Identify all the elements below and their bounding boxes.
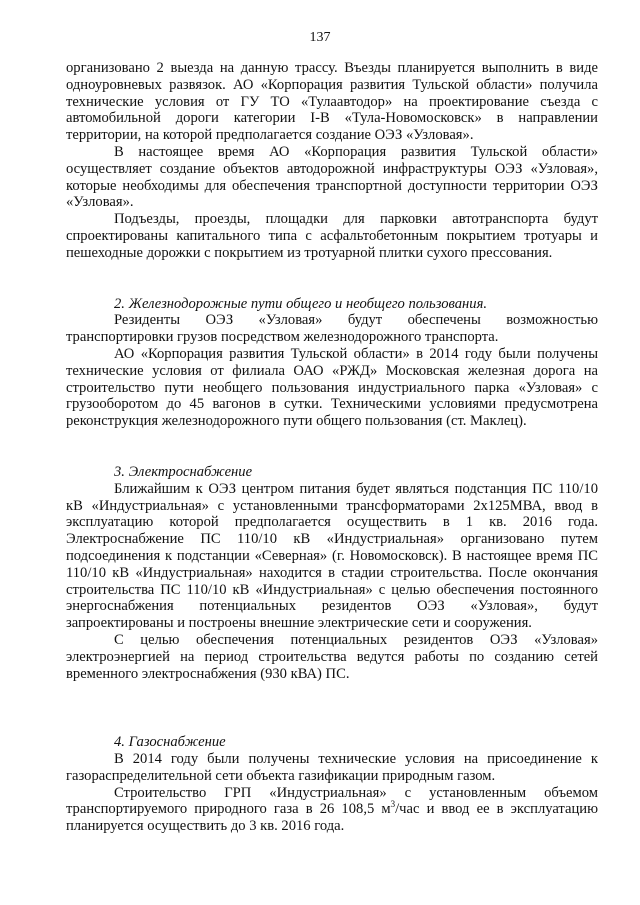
intro-paragraph-1: организовано 2 выезда на данную трассу. Въезды планируется выполнить в виде одноуровневых развязок. АО «Корпорация развития Тульской области» получила технические условия от ГУ ТО «Тулаавтодор» на проектирование съезда с автомобильной дороги категории I-В «Тула-Новомосковск» в направлении территории, на которой предполагается создание ОЭЗ «Узловая».	[66, 60, 598, 144]
section-4-heading: 4. Газоснабжение	[114, 734, 226, 751]
section-4-paragraph-2-text: Строительство ГРП «Индустриальная» с установленным объемом транспортируемого природного газа в 26 108,5 м	[66, 784, 598, 818]
section-2-paragraph-1: Резиденты ОЭЗ «Узловая» будут обеспечены возможностью транспортировки грузов посредством железнодорожного транспорта.	[66, 312, 598, 346]
page-number: 137	[309, 30, 331, 45]
section-4-paragraph-1: В 2014 году были получены технические условия на присоединение к газораспределительной сети объекта газификации природным газом.	[66, 751, 598, 784]
section-4-paragraph-2-tail: /час и ввод ее в эксплуатацию планируется осуществить до 3 кв. 2016 года.	[66, 801, 598, 835]
document-body	[66, 60, 598, 835]
section-3-heading: 3. Электроснабжение	[114, 463, 253, 480]
section-3-paragraph-2: С целью обеспечения потенциальных резидентов ОЭЗ «Узловая» электроэнергией на период строительства ведутся работы по созданию сетей временного электроснабжения (930 кВА) ПС.	[66, 631, 598, 682]
section-4-paragraph-2	[66, 785, 598, 835]
section-2-heading: 2. Железнодорожные пути общего и необщего пользования.	[114, 295, 488, 312]
intro-paragraph-3: Подъезды, проезды, площадки для парковки автотранспорта будут спроектированы капитального типа с асфальтобетонным покрытием тротуары и пешеходные дорожки с покрытием из тротуарной плитки сухого прессования.	[66, 211, 598, 261]
section-3-paragraph-1: Ближайшим к ОЭЗ центром питания будет являться подстанция ПС 110/10 кВ «Индустриальная» с установленными трансформаторами 2х125МВА, ввод в эксплуатацию которой предполагается осуществить в 1 кв. 2016 года. Электроснабжение ПС 110/10 кВ «Индустриальная» организовано путем подсоединения к подстанции «Северная» (г. Новомосковск). В настоящее время ПС 110/10 кВ «Индустриальная» находится в стадии строительства. После окончания строительства ПС 110/10 кВ «Индустриальная» с целью обеспечения постоянного энергоснабжения потенциальных резидентов ОЭЗ «Узловая», будут запроектированы и построены внешние электрические сети и сооружения.	[66, 480, 598, 632]
cubic-superscript: 3	[390, 799, 396, 810]
section-2-paragraph-2: АО «Корпорация развития Тульской области» в 2014 году были получены технические условия от филиала ОАО «РЖД» Московская железная дорога на строительство пути необщего пользования индустриального парка «Узловая» с грузооборотом до 45 вагонов в сутки. Техническими условиями предусмотрена реконструкция железнодорожного пути общего пользования (ст. Маклец).	[66, 345, 598, 430]
intro-paragraph-2: В настоящее время АО «Корпорация развития Тульской области» осуществляет создание объектов автодорожной инфраструктуры ОЭЗ «Узловая», которые необходимы для обеспечения транспортной доступности территории ОЭЗ «Узловая».	[66, 143, 598, 211]
